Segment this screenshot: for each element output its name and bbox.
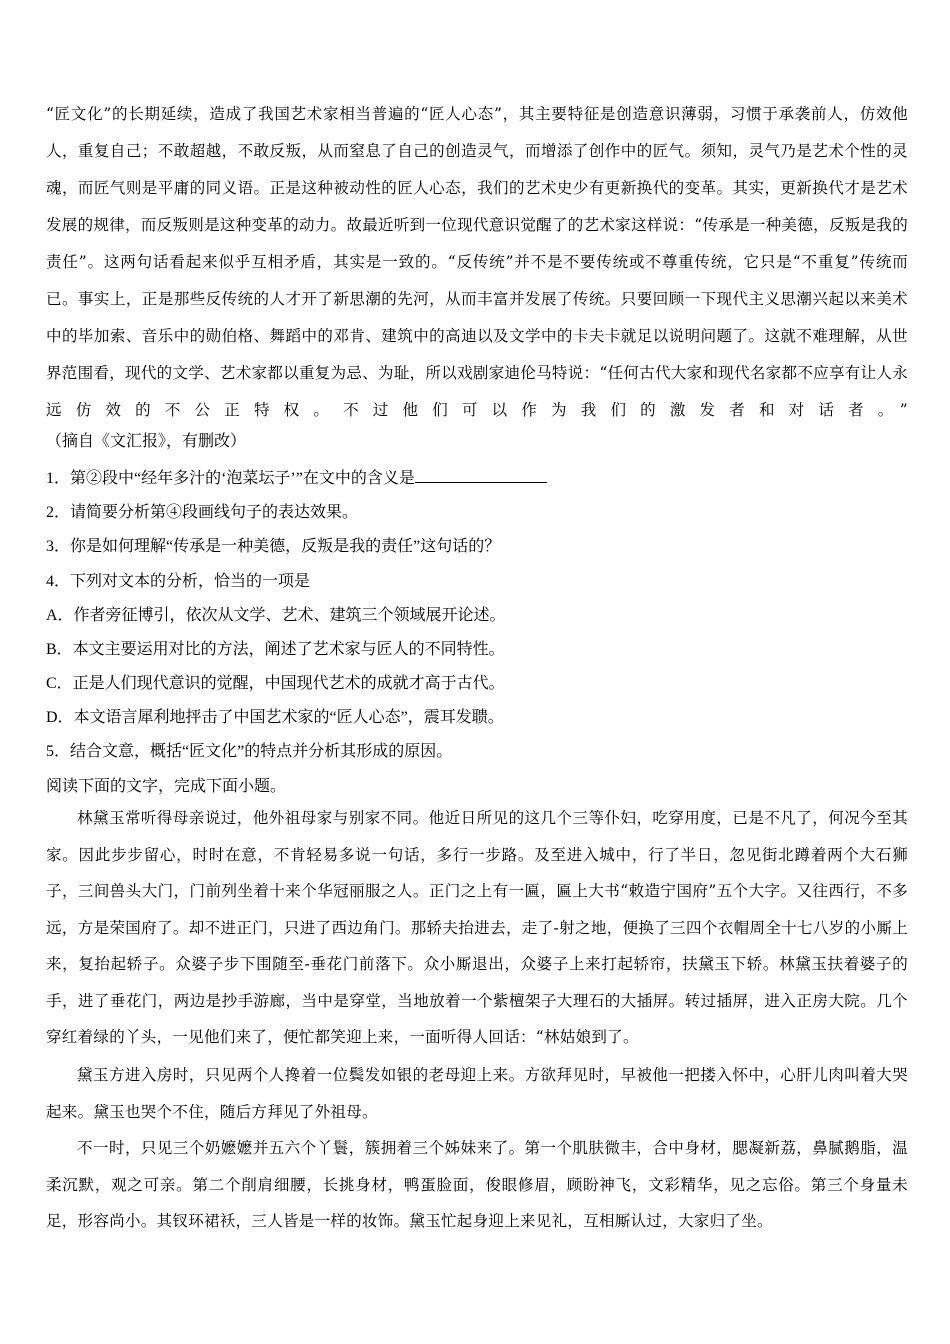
question-4: 4．下列对文本的分析，恰当的一项是 [46,573,311,590]
story-paragraph-1: 林黛玉常听得母亲说过，他外祖母家与别家不同。他近日所见的这几个三等仆妇，吃穿用度，已是不凡了，何况今至其家。因此步步留心，时时在意，不肯轻易多说一句话，多行一步路。及至进入城中，行了半日，忽见街北蹲着两个大石狮子，三间兽头大门，门前列坐着十来个华冠丽服之人。正门之上有一匾，匾上大书“敕造宁国府”五个大字。又往西行，不多远，方是荣国府了。却不进正门，只进了西边角门。那轿夫抬进去，走了-射之地，便换了三四个衣帽周全十七八岁的小厮上来，复抬起轿子。众婆子步下围随至-垂花门前落下。众小厮退出，众婆子上来打起轿帘，扶黛玉下轿。林黛玉扶着婆子的手，进了垂花门，两边是抄手游廊，当中是穿堂，当地放着一个紫檀架子大理石的大插屏。转过插屏，进入正房大院。几个穿红着绿的丫头，一见他们来了，便忙都笑迎上来，一面听得人回话：“林姑娘到了。 [46,809,908,1046]
source-note: （摘自《文汇报》，有删改） [46,433,247,450]
story-paragraph-3: 不一时，只见三个奶嬷嬷并五六个丫鬟，簇拥着三个姊妹来了。第一个肌肤微丰，合中身材，腮凝新荔，鼻腻鹅脂，温柔沉默，观之可亲。第二个削肩细腰，长挑身材，鸭蛋脸面，俊眼修眉，顾盼神飞，文彩精华，见之忘俗。第三个身量未足，形容尚小。其钗环裙袄，三人皆是一样的妆饰。黛玉忙起身迎上来见礼，互相厮认过，大家归了坐。 [46,1139,908,1230]
answer-blank[interactable] [415,468,547,483]
question-1-text: 1．第②段中“经年多汁的‘泡菜坛子’”在文中的含义是 [46,470,415,487]
question-1 [46,468,908,489]
passage-paragraph: “匠文化”的长期延续，造成了我国艺术家相当普遍的“匠人心态”，其主要特征是创造意识薄弱，习惯于承袭前人，仿效他人，重复自己；不敢超越，不敢反叛，从而窒息了自己的创造灵气，而增添了创作中的匠气。须知，灵气乃是艺术个性的灵魂，而匠气则是平庸的同义语。正是这种被动性的匠人心态，我们的艺术史少有更新换代的变革。其实，更新换代才是艺术发展的规律，而反叛则是这种变革的动力。故最近听到一位现代意识觉醒了的艺术家这样说：“传承是一种美德，反叛是我的责任”。这两句话看起来似乎互相矛盾，其实是一致的。“反传统”并不是不要传统或不尊重传统，它只是“不重复”传统而已。事实上，正是那些反传统的人才开了新思潮的先河，从而丰富并发展了传统。只要回顾一下现代主义思潮兴起以来美术中的毕加索、音乐中的勋伯格、舞蹈中的邓肯、建筑中的高迪以及文学中的卡夫卡就足以说明问题了。这就不难理解，从世界范围看，现代的文学、艺术家都以重复为忌、为耻，所以戏剧家迪伦马特说：“任何古代大家和现代名家都不应享有让人永远仿效的不公正特权。不过他们可以作为我们的激发者和对话者。” [46,105,908,419]
question-2: 2．请简要分析第④段画线句子的表达效果。 [46,504,359,521]
option-c: C．正是人们现代意识的觉醒，中国现代艺术的成就才高于古代。 [46,675,505,692]
option-b: B．本文主要运用对比的方法，阐述了艺术家与匠人的不同特性。 [46,641,505,658]
story-paragraph-2: 黛玉方进入房时，只见两个人搀着一位鬓发如银的老母迎上来。方欲拜见时，早被他一把搂入怀中，心肝儿肉叫着大哭起来。黛玉也哭个不住，随后方拜见了外祖母。 [46,1066,908,1121]
option-d: D．本文语言犀利地抨击了中国艺术家的“匠人心态”，震耳发聩。 [46,709,504,726]
option-a: A．作者旁征博引，依次从文学、艺术、建筑三个领域展开论述。 [46,607,506,624]
reading-instruction: 阅读下面的文字，完成下面小题。 [46,778,287,795]
question-3: 3．你是如何理解“传承是一种美德，反叛是我的责任”这句话的？ [46,538,501,555]
question-5: 5．结合文意，概括“匠文化”的特点并分析其形成的原因。 [46,743,453,760]
